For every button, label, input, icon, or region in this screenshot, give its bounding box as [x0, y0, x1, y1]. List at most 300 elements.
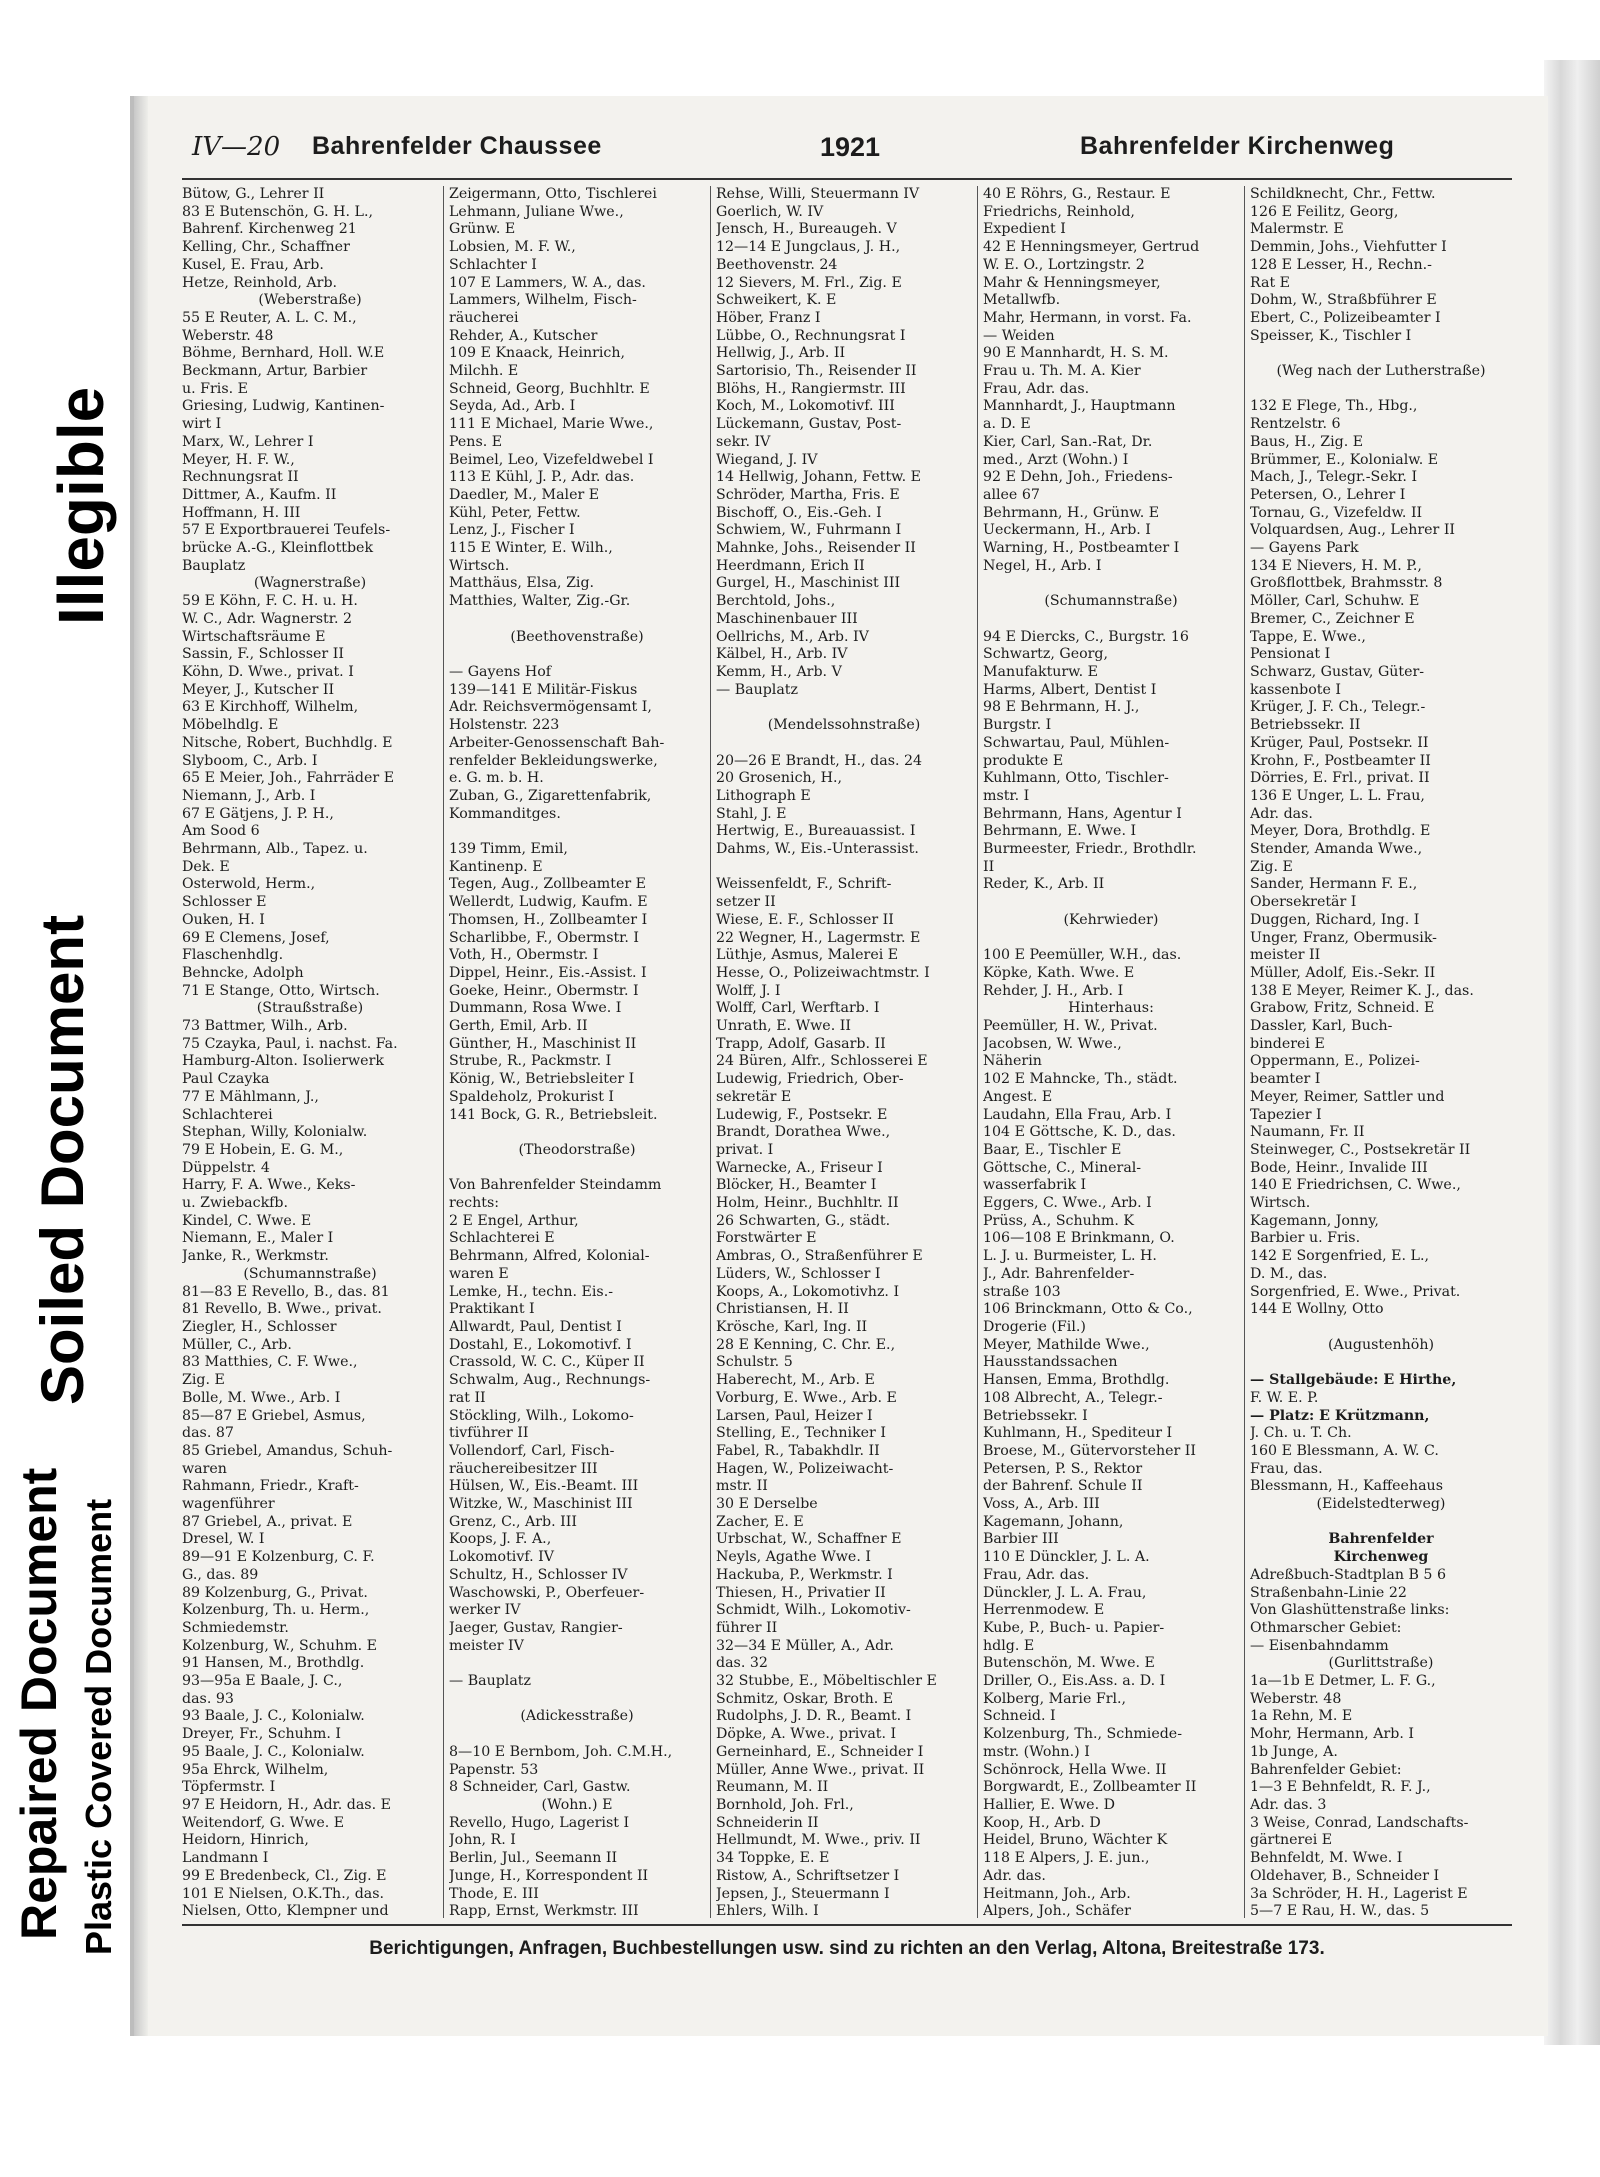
directory-entry-line: 141 Bock, G. R., Betriebsleit.: [449, 1106, 658, 1123]
directory-entry-line: L. J. u. Burmeister, L. H.: [983, 1248, 1157, 1265]
directory-entry-line: Hellmundt, M. Wwe., priv. II: [716, 1832, 921, 1849]
directory-entry-line: 34 Toppke, E. E: [716, 1850, 830, 1867]
directory-entry-line: Kirchenweg: [1333, 1549, 1429, 1566]
directory-entry-line: Beimel, Leo, Vizefeldwebel I: [449, 451, 654, 468]
directory-entry-line: Schlachterei E: [449, 1230, 555, 1247]
directory-entry-line: Metallwfb.: [983, 292, 1061, 309]
directory-entry-line: Schultz, H., Schlosser IV: [449, 1566, 628, 1583]
directory-entry-line: rechts:: [449, 1195, 500, 1212]
directory-entry-line: Mahnke, Johs., Reisender II: [716, 540, 916, 557]
directory-entry-line: (Adickesstraße): [520, 1708, 634, 1725]
directory-entry-line: (Wagnerstraße): [253, 575, 367, 592]
directory-entry-line: Dresel, W. I: [182, 1531, 265, 1548]
directory-entry-line: binderei E: [1250, 1035, 1325, 1052]
directory-entry-line: Waschowski, P., Oberfeuer-: [449, 1584, 645, 1601]
directory-entry-line: brücke A.-G., Kleinflottbek: [182, 540, 374, 557]
directory-entry-line: Behrmann, Alfred, Kolonial-: [449, 1248, 650, 1265]
directory-entry-line: Rehder, A., Kutscher: [449, 327, 598, 344]
directory-entry-line: Christiansen, H. II: [716, 1301, 849, 1318]
directory-entry-line: 100 E Peemüller, W.H., das.: [983, 947, 1182, 964]
directory-entry-line: 69 E Clemens, Josef,: [182, 929, 330, 946]
directory-entry-line: Sartorisio, Th., Reisender II: [716, 363, 917, 380]
directory-entry-line: Baar, E., Tischler E: [983, 1141, 1122, 1158]
directory-entry-line: Hallier, E. Wwe. D: [983, 1796, 1115, 1813]
directory-entry-line: Hertwig, E., Bureauassist. I: [716, 823, 916, 840]
directory-entry-line: 144 E Wollny, Otto: [1250, 1301, 1384, 1318]
directory-entry-line: Grabow, Fritz, Schneid. E: [1250, 1000, 1435, 1017]
directory-entry-line: Weitendorf, G. Wwe. E: [182, 1814, 345, 1831]
directory-entry-line: mstr. II: [716, 1478, 768, 1495]
directory-entry-line: Berchtold, Johs.,: [716, 593, 836, 610]
directory-entry-line: tivführer II: [449, 1425, 529, 1442]
directory-entry-line: [716, 699, 972, 717]
directory-entry-line: Mannhardt, J., Hauptmann: [983, 398, 1176, 415]
directory-entry-line: 132 E Flege, Th., Hbg.,: [1250, 398, 1418, 415]
directory-entry-line: 67 E Gätjens, J. P. H.,: [182, 805, 334, 822]
directory-entry-line: Friedrichs, Reinhold,: [983, 203, 1135, 220]
directory-entry-line: Schönrock, Hella Wwe. II: [983, 1761, 1167, 1778]
footer-rule: [182, 1924, 1512, 1926]
directory-entry-line: Zeigermann, Otto, Tischlerei: [449, 186, 657, 202]
directory-entry-line: Heitmann, Joh., Arb.: [983, 1885, 1131, 1902]
directory-entry-line: das. 93: [182, 1690, 234, 1707]
directory-entry-line: Frau u. Th. M. A. Kier: [983, 363, 1141, 380]
left-street-heading: Bahrenfelder Chaussee: [312, 132, 602, 160]
directory-entry-line: Kagemann, Jonny,: [1250, 1212, 1379, 1229]
directory-entry-line: Schwarz, Gustav, Güter-: [1250, 663, 1425, 680]
directory-entry-line: Mohr, Hermann, Arb. I: [1250, 1726, 1414, 1743]
directory-entry-line: u. Zwiebackfb.: [182, 1195, 289, 1212]
directory-entry-line: Thiesen, H., Privatier II: [716, 1584, 886, 1601]
directory-entry-line: [1250, 345, 1512, 363]
directory-entry-line: Schneid. I: [983, 1708, 1056, 1725]
directory-entry-line: [983, 575, 1239, 593]
directory-entry-line: Thomsen, H., Zollbeamter I: [449, 911, 648, 928]
directory-entry-line: Nielsen, Otto, Klempner und: [182, 1903, 389, 1918]
directory-entry-line: Von Glashüttenstraße links:: [1250, 1602, 1450, 1619]
directory-entry-line: Matthies, Walter, Zig.-Gr.: [449, 593, 631, 610]
directory-entry-line: Lüders, W., Schlosser I: [716, 1265, 881, 1282]
directory-entry-line: Marx, W., Lehrer I: [182, 433, 314, 450]
year-heading: 1921: [820, 132, 881, 162]
directory-entry-line: med., Arzt (Wohn.) I: [983, 451, 1129, 468]
directory-entry-line: Hesse, O., Polizeiwachtmstr. I: [716, 964, 930, 981]
directory-entry-line: 8—10 E Bernbom, Joh. C.M.H.,: [449, 1743, 673, 1760]
directory-entry-line: — Bauplatz: [716, 681, 798, 698]
directory-entry-line: Ouken, H. I: [182, 911, 265, 928]
directory-entry-line: 95a Ehrck, Wilhelm,: [182, 1761, 329, 1778]
directory-entry-line: Behrmann, E. Wwe. I: [983, 823, 1137, 840]
directory-entry-line: [1250, 381, 1512, 399]
directory-entry-line: Hetze, Reinhold, Arb.: [182, 274, 338, 291]
directory-entry-line: Niemann, J., Arb. I: [182, 787, 316, 804]
directory-entry-line: Koops, A., Lokomotivhz. I: [716, 1283, 900, 1300]
directory-entry-line: F. W. E. P.: [1250, 1389, 1319, 1406]
directory-entry-line: Rahmann, Friedr., Kraft-: [182, 1478, 359, 1495]
directory-entry-line: Schweikert, K. E: [716, 292, 837, 309]
directory-entry-line: setzer II: [716, 894, 776, 911]
directory-entry-line: [449, 646, 705, 664]
directory-entry-line: (Mendelssohnstraße): [767, 717, 921, 734]
directory-entry-line: Reder, K., Arb. II: [983, 876, 1105, 893]
directory-entry-line: 106—108 E Brinkmann, O.: [983, 1230, 1175, 1247]
directory-entry-line: Kommanditges.: [449, 805, 561, 822]
directory-entry-line: Gurgel, H., Maschinist III: [716, 575, 901, 592]
directory-entry-line: sekr. IV: [716, 433, 771, 450]
directory-entry-line: Weberstr. 48: [1250, 1690, 1342, 1707]
directory-entry-line: 140 E Friedrichsen, C. Wwe.,: [1250, 1177, 1461, 1194]
directory-entry-line: Rudolphs, J. D. R., Beamt. I: [716, 1708, 912, 1725]
directory-entry-line: 8 Schneider, Carl, Gastw.: [449, 1779, 631, 1796]
directory-entry-line: Paul Czayka: [182, 1071, 270, 1088]
directory-entry-line: Köhn, D. Wwe., privat. I: [182, 663, 354, 680]
directory-entry-line: Strube, R., Packmstr. I: [449, 1053, 612, 1070]
illegible-label: Illegible: [45, 386, 117, 625]
directory-entry-line: waren: [182, 1460, 227, 1477]
directory-entry-line: Dostahl, E., Lokomotivf. I: [449, 1336, 632, 1353]
directory-entry-line: Kube, P., Buch- u. Papier-: [983, 1619, 1165, 1636]
directory-entry-line: Schwartz, Georg,: [983, 646, 1109, 663]
directory-entry-line: 42 E Henningsmeyer, Gertrud: [983, 239, 1200, 256]
directory-entry-line: Großflottbek, Brahmsstr. 8: [1250, 575, 1443, 592]
directory-entry-line: Betriebssekr. I: [983, 1407, 1088, 1424]
directory-entry-line: (Weberstraße): [258, 292, 362, 309]
directory-entry-line: [1250, 1514, 1512, 1532]
directory-entry-line: Lithograph E: [716, 787, 811, 804]
directory-entry-line: — Gayens Park: [1250, 540, 1359, 557]
directory-entry-line: 57 E Exportbrauerei Teufels-: [182, 522, 391, 539]
directory-entry-line: 128 E Lesser, H., Rechn.-: [1250, 256, 1432, 273]
directory-entry-line: Oppermann, E., Polizei-: [1250, 1053, 1420, 1070]
directory-entry-line: Beckmann, Artur, Barbier: [182, 363, 368, 380]
directory-entry-line: Drogerie (Fil.): [983, 1319, 1086, 1335]
directory-entry-line: Angest. E: [983, 1088, 1053, 1105]
directory-entry-line: Driller, O., Eis.Ass. a. D. I: [983, 1673, 1166, 1690]
directory-entry-line: Barbier u. Fris.: [1250, 1230, 1361, 1247]
directory-entry-line: Barbier III: [983, 1531, 1059, 1548]
directory-entry-line: Pensionat I: [1250, 646, 1331, 663]
directory-entry-line: 1a Rehn, M. E: [1250, 1708, 1353, 1725]
directory-entry-line: Grünw. E: [449, 221, 516, 238]
directory-entry-line: 3a Schröder, H. H., Lagerist E: [1250, 1885, 1468, 1902]
directory-entry-line: mstr. I: [983, 787, 1030, 804]
directory-entry-line: W. C., Adr. Wagnerstr. 2: [182, 610, 353, 627]
directory-entry-line: Witzke, W., Maschinist III: [449, 1496, 633, 1513]
directory-entry-line: 92 E Dehn, Joh., Friedens-: [983, 469, 1173, 486]
directory-entry-line: Blessmann, H., Kaffeehaus: [1250, 1478, 1443, 1495]
directory-entry-line: — Weiden: [983, 327, 1055, 344]
directory-entry-line: Dreyer, Fr., Schuhm. I: [182, 1726, 341, 1743]
directory-entry-line: Volquardsen, Aug., Lehrer II: [1250, 522, 1456, 539]
directory-entry-line: Blöhs, H., Rangiermstr. III: [716, 380, 906, 397]
directory-entry-line: 97 E Heidorn, H., Adr. das. E: [182, 1796, 391, 1813]
directory-entry-line: Scharlibbe, F., Obermstr. I: [449, 929, 640, 946]
directory-entry-line: Jaeger, Gustav, Rangier-: [449, 1619, 623, 1636]
directory-entry-line: Jacobsen, W. Wwe.,: [983, 1035, 1122, 1052]
directory-entry-line: [716, 859, 972, 877]
directory-entry-line: 2 E Engel, Arthur,: [449, 1212, 579, 1229]
directory-entry-line: Adr. das.: [983, 1867, 1046, 1884]
directory-entry-line: Holm, Heinr., Buchhltr. II: [716, 1195, 899, 1212]
directory-entry-line: der Bahrenf. Schule II: [983, 1478, 1143, 1495]
directory-entry-line: Ziegler, H., Schlosser: [182, 1319, 337, 1335]
directory-entry-line: Rehder, J. H., Arb. I: [983, 982, 1124, 999]
directory-entry-line: Spaldeholz, Prokurist I: [449, 1088, 615, 1105]
directory-entry-line: Krüger, J. F. Ch., Telegr.-: [1250, 699, 1426, 716]
directory-entry-line: Günther, H., Maschinist II: [449, 1035, 637, 1052]
directory-entry-line: Zuban, G., Zigarettenfabrik,: [449, 787, 652, 804]
directory-entry-line: 109 E Knaack, Heinrich,: [449, 345, 626, 362]
directory-entry-line: Burmeester, Friedr., Brothdlr.: [983, 841, 1197, 858]
directory-entry-line: Flaschenhdlg.: [182, 947, 284, 964]
directory-entry-line: Hagen, W., Polizeiwacht-: [716, 1460, 894, 1477]
directory-entry-line: räucherei: [449, 309, 519, 326]
directory-entry-line: (Augustenhöh): [1327, 1336, 1434, 1353]
directory-entry-line: Maschinenbauer III: [716, 610, 858, 627]
directory-entry-line: Sorgenfried, E. Wwe., Privat.: [1250, 1283, 1461, 1300]
directory-entry-line: Weissenfeldt, F., Schrift-: [716, 876, 892, 893]
directory-entry-line: Dahms, W., Eis.-Unterassist.: [716, 841, 919, 858]
directory-entry-line: Peemüller, H. W., Privat.: [983, 1018, 1158, 1035]
directory-entry-line: Matthäus, Elsa, Zig.: [449, 575, 595, 592]
directory-column-1: [182, 186, 438, 1918]
directory-entry-line: Expedient I: [983, 221, 1066, 238]
directory-entry-line: (Gurlittstraße): [1328, 1655, 1434, 1672]
directory-entry-line: 81—83 E Revello, B., das. 81: [182, 1283, 390, 1300]
directory-entry-line: 102 E Mahncke, Th., städt.: [983, 1071, 1178, 1088]
directory-entry-line: Behrmann, Alb., Tapez. u.: [182, 841, 368, 858]
right-street-heading: Bahrenfelder Kirchenweg: [1080, 132, 1395, 160]
directory-entry-line: Ristow, A., Schriftsetzer I: [716, 1867, 900, 1884]
directory-entry-line: Behrmann, Hans, Agentur I: [983, 805, 1182, 822]
directory-entry-line: Bahrenf. Kirchenweg 21: [182, 221, 357, 238]
directory-entry-line: Kelling, Chr., Schaffner: [182, 239, 350, 256]
directory-entry-line: Janke, R., Werkmstr.: [182, 1248, 329, 1265]
directory-entry-line: Göttsche, C., Mineral-: [983, 1159, 1142, 1176]
directory-entry-line: 26 Schwarten, G., städt.: [716, 1212, 891, 1229]
directory-entry-line: 85 Griebel, Amandus, Schuh-: [182, 1442, 393, 1459]
directory-entry-line: Ludewig, F., Postsekr. E: [716, 1106, 888, 1123]
directory-entry-line: Slyboom, C., Arb. I: [182, 752, 318, 769]
directory-entry-line: 89 Kolzenburg, G., Privat.: [182, 1584, 368, 1601]
directory-entry-line: Meyer, Mathilde Wwe.,: [983, 1336, 1150, 1353]
directory-entry-line: Hausstandssachen: [983, 1354, 1118, 1371]
directory-entry-line: Schmitz, Oskar, Broth. E: [716, 1690, 894, 1707]
directory-entry-line: Steinweger, C., Postsekretär II: [1250, 1141, 1471, 1158]
directory-entry-line: Adr. das. 3: [1250, 1796, 1327, 1813]
directory-entry-line: Oellrichs, M., Arb. IV: [716, 628, 869, 645]
directory-entry-line: Herrenmodew. E: [983, 1602, 1105, 1619]
directory-entry-line: Dek. E: [182, 858, 230, 875]
directory-entry-line: 160 E Blessmann, A. W. C.: [1250, 1442, 1439, 1459]
directory-entry-line: 138 E Meyer, Reimer K. J., das.: [1250, 982, 1474, 999]
directory-entry-line: W. E. O., Lortzingstr. 2: [983, 256, 1145, 273]
directory-entry-line: Schlachter I: [449, 256, 537, 273]
directory-entry-line: 126 E Feilitz, Georg,: [1250, 203, 1399, 220]
directory-entry-line: 14 Hellwig, Johann, Fettw. E: [716, 469, 922, 486]
directory-entry-line: 30 E Derselbe: [716, 1496, 818, 1513]
directory-entry-line: Eggers, C. Wwe., Arb. I: [983, 1195, 1152, 1212]
directory-entry-line: Weberstr. 48: [182, 327, 274, 344]
directory-entry-line: u. Fris. E: [182, 380, 248, 397]
directory-entry-line: Jepsen, J., Steuermann I: [716, 1885, 890, 1902]
directory-entry-line: Hoffmann, H. III: [182, 504, 301, 521]
directory-entry-line: Wolff, Carl, Werftarb. I: [716, 1000, 880, 1017]
directory-entry-line: 99 E Bredenbeck, Cl., Zig. E: [182, 1867, 387, 1884]
directory-entry-line: — Gayens Hof: [449, 663, 551, 680]
directory-entry-line: kassenbote I: [1250, 681, 1341, 698]
directory-entry-line: Bornhold, Joh. Frl.,: [716, 1796, 854, 1813]
directory-entry-line: Schwartau, Paul, Mühlen-: [983, 734, 1170, 751]
directory-entry-line: Ueckermann, H., Arb. I: [983, 522, 1151, 539]
directory-entry-line: 95 Baale, J. C., Kolonialw.: [182, 1743, 365, 1760]
directory-entry-line: Bahrenfelder: [1328, 1531, 1434, 1548]
directory-entry-line: (Kehrwieder): [1063, 911, 1159, 928]
directory-entry-line: 5—7 E Rau, H. W., das. 5: [1250, 1903, 1430, 1918]
directory-entry-line: D. M., das.: [1250, 1265, 1328, 1282]
directory-column-5: [1250, 186, 1512, 1918]
directory-entry-line: sekretär E: [716, 1088, 792, 1105]
directory-entry-line: Wiegand, J. IV: [716, 451, 818, 468]
directory-entry-line: Schulstr. 5: [716, 1354, 793, 1371]
directory-entry-line: [716, 735, 972, 753]
directory-entry-line: hdlg. E: [983, 1637, 1035, 1654]
directory-entry-line: Kuhlmann, H., Spediteur I: [983, 1425, 1173, 1442]
directory-entry-line: (Schumannstraße): [243, 1265, 377, 1282]
directory-entry-line: Hackuba, P., Werkmstr. I: [716, 1566, 893, 1583]
directory-entry-line: straße 103: [983, 1283, 1061, 1300]
directory-entry-line: Lemke, H., techn. Eis.-: [449, 1283, 614, 1300]
directory-entry-line: Butenschön, M. Wwe. E: [983, 1655, 1155, 1672]
directory-entry-line: — Stallgebäude: E Hirthe,: [1250, 1372, 1457, 1389]
directory-entry-line: 87 Griebel, A., privat. E: [182, 1513, 353, 1530]
directory-entry-line: Gerneinhard, E., Schneider I: [716, 1743, 924, 1760]
directory-entry-line: Hülsen, W., Eis.-Beamt. III: [449, 1478, 639, 1495]
directory-entry-line: Landmann I: [182, 1850, 269, 1867]
directory-entry-line: Hinterhaus:: [1068, 1000, 1154, 1017]
directory-entry-line: Tapezier I: [1250, 1106, 1322, 1123]
directory-page: [130, 96, 1548, 2036]
directory-entry-line: Berlin, Jul., Seemann II: [449, 1850, 618, 1867]
directory-entry-line: 59 E Köhn, F. C. H. u. H.: [182, 593, 358, 610]
directory-entry-line: 115 E Winter, E. Wilh.,: [449, 540, 613, 557]
directory-entry-line: Zacher, E. E: [716, 1513, 804, 1530]
directory-entry-line: Dörries, E. Frl., privat. II: [1250, 770, 1430, 787]
directory-entry-line: Von Bahrenfelder Steindamm: [449, 1177, 662, 1194]
directory-entry-line: [983, 611, 1239, 629]
directory-entry-line: Osterwold, Herm.,: [182, 876, 316, 893]
directory-entry-line: Negel, H., Arb. I: [983, 557, 1102, 574]
directory-entry-line: Döpke, A. Wwe., privat. I: [716, 1726, 897, 1743]
directory-entry-line: Tornau, G., Vizefeldw. II: [1250, 504, 1423, 521]
directory-entry-line: Koops, J. F. A.,: [449, 1531, 552, 1548]
directory-entry-line: [449, 823, 705, 841]
directory-entry-line: [983, 894, 1239, 912]
directory-entry-line: Blöcker, H., Beamter I: [716, 1177, 877, 1194]
directory-entry-line: Straßenbahn-Linie 22: [1250, 1584, 1407, 1601]
directory-entry-line: Schneiderin II: [716, 1814, 819, 1831]
directory-entry-line: produkte E: [983, 752, 1064, 769]
directory-entry-line: Ludewig, Friedrich, Ober-: [716, 1071, 904, 1088]
directory-entry-line: Stephan, Willy, Kolonialw.: [182, 1124, 368, 1141]
directory-entry-line: e. G. m. b. H.: [449, 770, 544, 787]
directory-entry-line: Duggen, Richard, Ing. I: [1250, 911, 1420, 928]
directory-entry-line: Kusel, E. Frau, Arb.: [182, 256, 324, 273]
directory-entry-line: Kindel, C. Wwe. E: [182, 1212, 312, 1229]
directory-entry-line: 89—91 E Kolzenburg, C. F.: [182, 1549, 375, 1566]
directory-entry-line: Sassin, F., Schlosser II: [182, 646, 344, 663]
directory-entry-line: Rapp, Ernst, Werkmstr. III: [449, 1903, 639, 1918]
directory-entry-line: Lückemann, Gustav, Post-: [716, 416, 902, 433]
directory-entry-line: Kier, Carl, San.-Rat, Dr.: [983, 433, 1153, 450]
directory-entry-line: Allwardt, Paul, Dentist I: [449, 1319, 622, 1335]
directory-entry-line: Mach, J., Telegr.-Sekr. I: [1250, 469, 1418, 486]
directory-entry-line: Warning, H., Postbeamter I: [983, 540, 1180, 557]
directory-entry-line: das. 87: [182, 1425, 234, 1442]
directory-entry-line: gärtnerei E: [1250, 1832, 1333, 1849]
directory-entry-line: 91 Hansen, M., Brothdlg.: [182, 1655, 365, 1672]
directory-entry-line: Tegen, Aug., Zollbeamter E: [449, 876, 646, 893]
directory-entry-line: Pens. E: [449, 433, 503, 450]
directory-entry-line: Bode, Heinr., Invalide III: [1250, 1159, 1428, 1176]
directory-entry-line: Grenz, C., Arb. III: [449, 1513, 577, 1530]
margin-labels: [0, 0, 130, 2177]
directory-entry-line: 142 E Sorgenfried, E. L.,: [1250, 1248, 1429, 1265]
directory-entry-line: — Platz: E Krützmann,: [1250, 1407, 1430, 1424]
directory-entry-line: 3 Weise, Conrad, Landschafts-: [1250, 1814, 1469, 1831]
directory-entry-line: Heidorn, Hinrich,: [182, 1832, 309, 1849]
directory-entry-line: Meyer, J., Kutscher II: [182, 681, 335, 698]
directory-entry-line: [983, 930, 1239, 948]
directory-entry-line: führer II: [716, 1619, 778, 1636]
directory-entry-line: Rentzelstr. 6: [1250, 416, 1341, 433]
directory-entry-line: werker IV: [449, 1602, 521, 1619]
directory-entry-line: räuchereibesitzer III: [449, 1460, 598, 1477]
directory-entry-line: J. Ch. u. T. Ch.: [1250, 1425, 1352, 1442]
directory-entry-line: Warnecke, A., Friseur I: [716, 1159, 883, 1176]
directory-entry-line: Rechnungsrat II: [182, 469, 299, 486]
directory-entry-line: Milchh. E: [449, 363, 519, 380]
directory-entry-line: 111 E Michael, Marie Wwe.,: [449, 416, 654, 433]
directory-entry-line: Broese, M., Gütervorsteher II: [983, 1442, 1196, 1459]
directory-entry-line: Petersen, P. S., Rektor: [983, 1460, 1143, 1477]
directory-entry-line: [449, 1655, 705, 1673]
directory-entry-line: Unrath, E. Wwe. II: [716, 1018, 851, 1035]
directory-entry-line: König, W., Betriebsleiter I: [449, 1071, 635, 1088]
directory-entry-line: Arbeiter-Genossenschaft Bah-: [449, 734, 665, 751]
directory-entry-line: Stöckling, Wilh., Lokomo-: [449, 1407, 634, 1424]
directory-entry-line: 71 E Stange, Otto, Wirtsch.: [182, 982, 380, 999]
directory-entry-line: Schröder, Martha, Fris. E: [716, 486, 900, 503]
directory-entry-line: Koop, H., Arb. D: [983, 1814, 1101, 1831]
directory-entry-line: [449, 1691, 705, 1709]
directory-entry-line: — Bauplatz: [449, 1673, 531, 1690]
directory-entry-line: Wellerdt, Ludwig, Kaufm. E: [449, 894, 648, 911]
directory-entry-line: Stahl, J. E: [716, 805, 787, 822]
directory-entry-line: Kantinenp. E: [449, 858, 543, 875]
directory-entry-line: Töpfermstr. I: [182, 1779, 276, 1796]
directory-entry-line: Köpke, Kath. Wwe. E: [983, 964, 1135, 981]
directory-entry-line: 12 Sievers, M. Frl., Zig. E: [716, 274, 902, 291]
directory-entry-line: 107 E Lammers, W. A., das.: [449, 274, 646, 291]
directory-entry-line: Adr. Reichsvermögensamt I,: [449, 699, 652, 716]
directory-entry-line: Goeke, Heinr., Obermstr. I: [449, 982, 639, 999]
directory-entry-line: Ebert, C., Polizeibeamter I: [1250, 309, 1441, 326]
soiled-document-label: Soiled Document: [29, 914, 96, 1405]
directory-entry-line: 110 E Dünckler, J. L. A.: [983, 1549, 1150, 1566]
directory-entry-line: 28 E Kenning, C. Chr. E.,: [716, 1336, 896, 1353]
directory-entry-line: Stender, Amanda Wwe.,: [1250, 841, 1423, 858]
